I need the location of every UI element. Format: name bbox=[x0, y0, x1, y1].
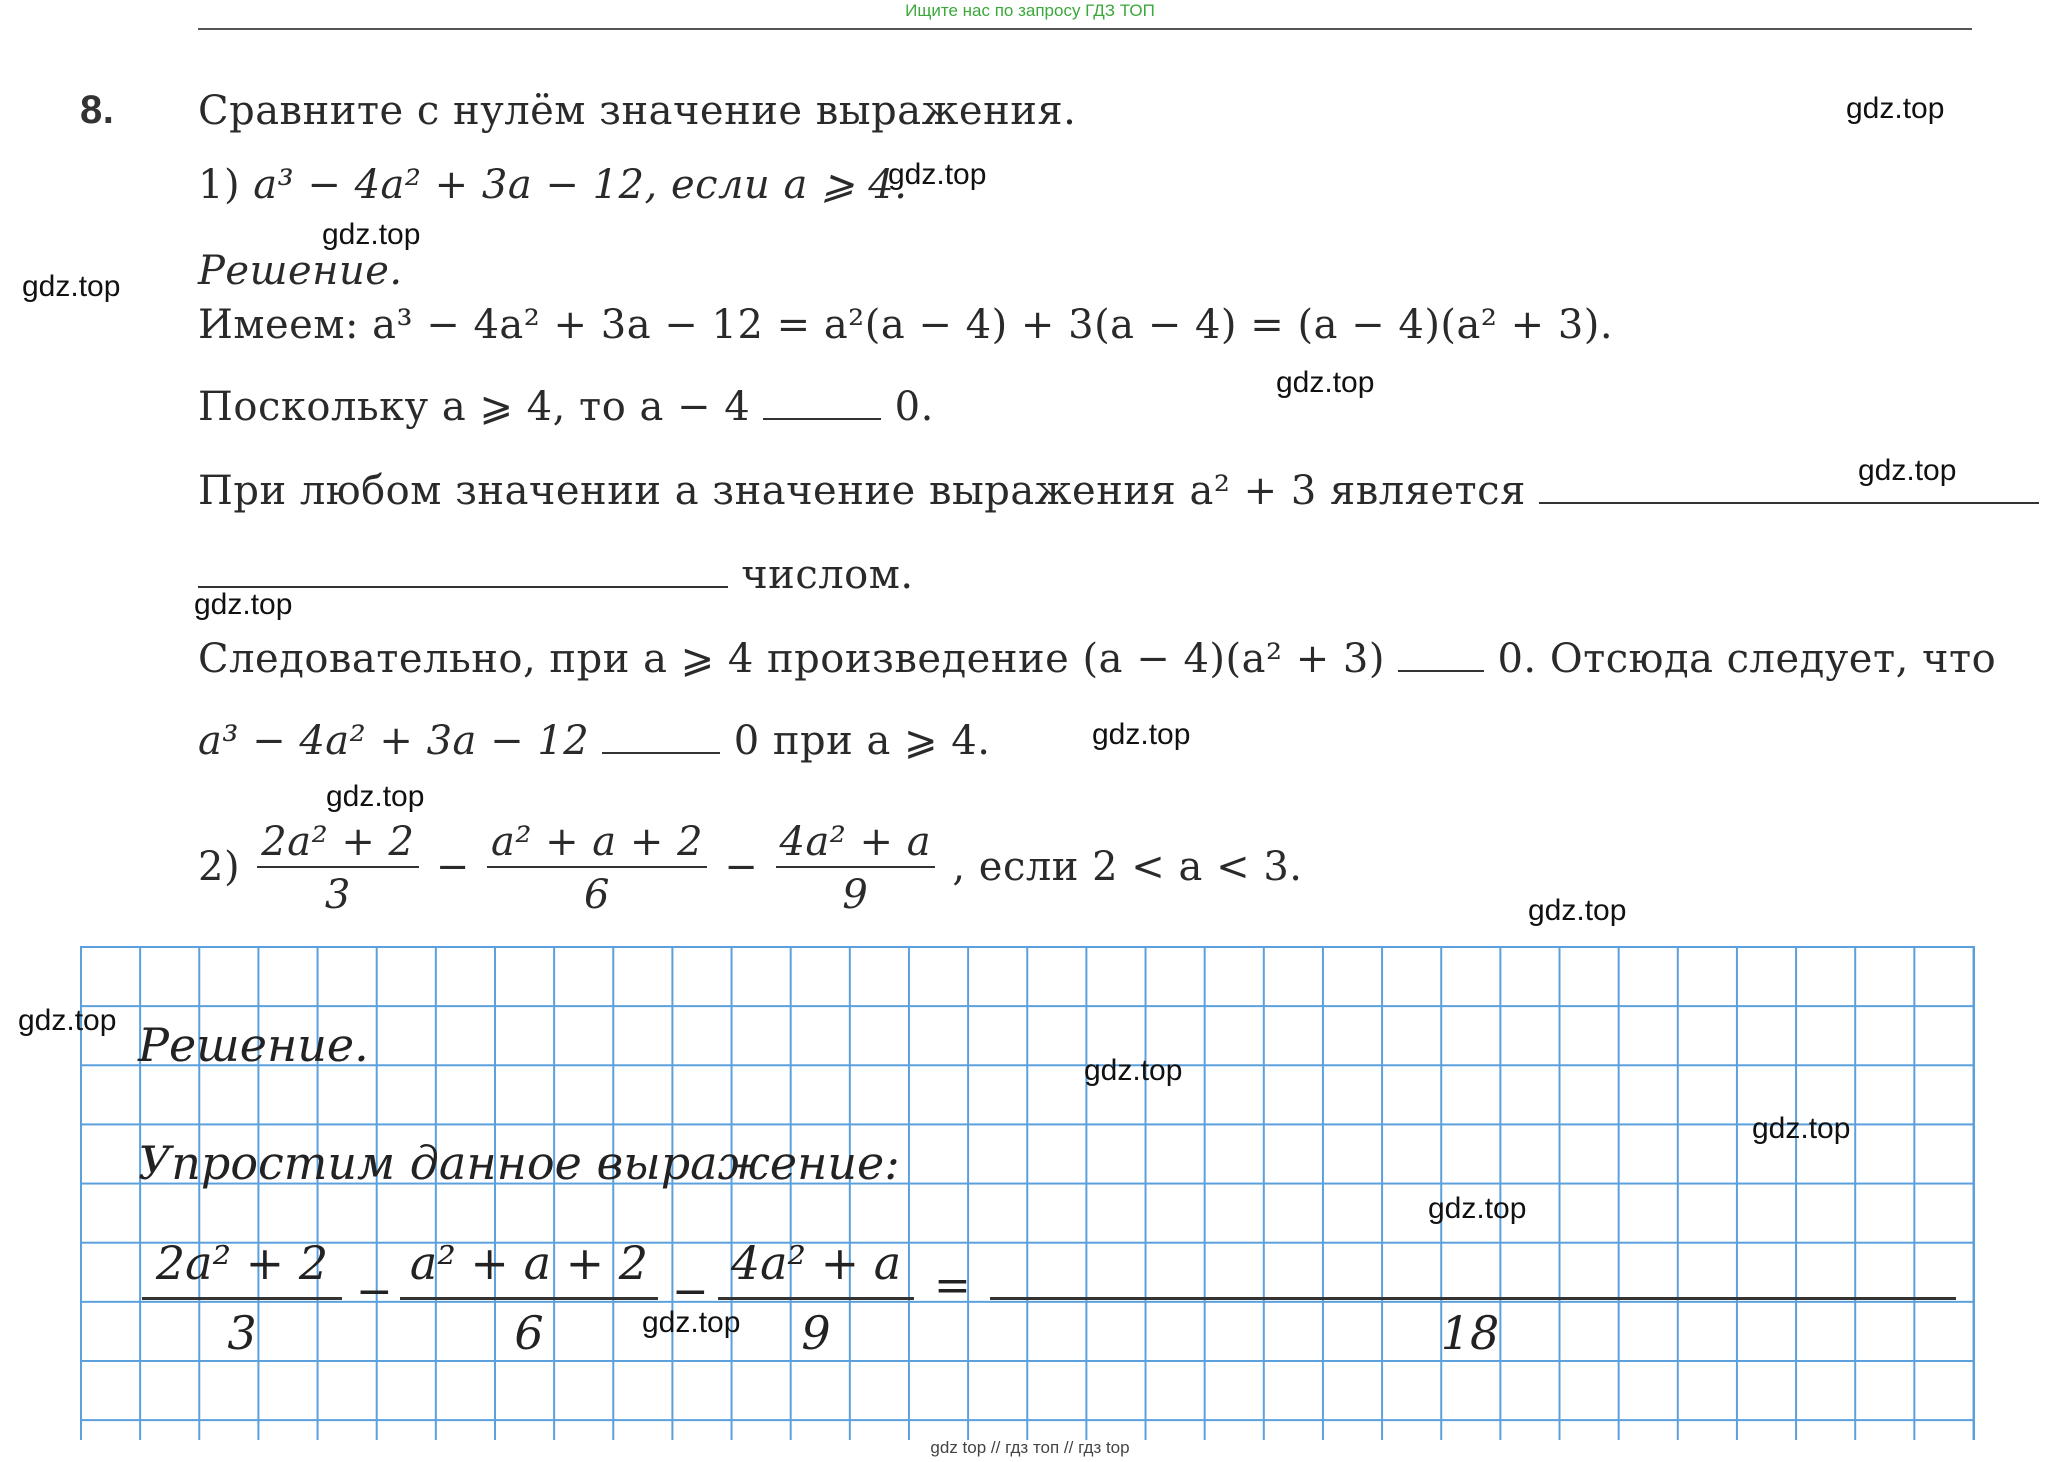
conclusion-zero: 0. Отсюда следует, что bbox=[1497, 636, 1997, 682]
top-divider bbox=[198, 28, 1972, 30]
hw-frac3-bar bbox=[718, 1297, 914, 1300]
part2-label: 2) bbox=[198, 844, 241, 890]
hw-minus-2: − bbox=[672, 1266, 709, 1317]
hw-frac1-den: 3 bbox=[227, 1306, 257, 1360]
minus-sign: − bbox=[724, 844, 759, 890]
watermark: gdz.top bbox=[888, 158, 987, 191]
since-text: Поскольку a ⩾ 4, то a − 4 bbox=[198, 384, 751, 430]
conclusion-text: Следовательно, при a ⩾ 4 произведение (a − 4)(a² + 3) bbox=[198, 636, 1385, 682]
part1-solution-label: Решение. bbox=[198, 248, 403, 294]
watermark: gdz.top bbox=[194, 588, 293, 621]
watermark: gdz.top bbox=[1084, 1054, 1183, 1087]
watermark: gdz.top bbox=[1092, 718, 1191, 751]
task-number: 8. bbox=[80, 88, 115, 132]
watermark: gdz.top bbox=[1846, 92, 1945, 125]
hw-frac1-num: 2a² + 2 bbox=[155, 1236, 329, 1290]
hw-frac3-den: 9 bbox=[801, 1306, 831, 1360]
hw-frac3-num: 4a² + a bbox=[730, 1236, 902, 1290]
hw-minus-1: − bbox=[356, 1266, 393, 1317]
footer-links: gdz top // гдз топ // гдз top bbox=[930, 1438, 1130, 1457]
watermark: gdz.top bbox=[1428, 1192, 1527, 1225]
part2-line bbox=[198, 818, 1302, 922]
number-text: числом. bbox=[741, 552, 914, 598]
since-zero: 0. bbox=[894, 384, 934, 430]
watermark: gdz.top bbox=[642, 1306, 741, 1339]
part2-fraction-2: $\frac{\text{a² + a + 2}}{6}$ bbox=[487, 818, 707, 922]
minus-sign: − bbox=[435, 844, 470, 890]
answer-blank-type-2[interactable] bbox=[198, 558, 728, 588]
handwritten-solution-label: Решение. bbox=[138, 1018, 369, 1072]
part2-condition: , если 2 < a < 3. bbox=[952, 844, 1303, 890]
final-expression: a³ − 4a² + 3a − 12 bbox=[198, 718, 590, 764]
any-value-text: При любом значении a значение выражения a² + 3 является bbox=[198, 468, 1526, 514]
part1-line bbox=[198, 162, 907, 208]
answer-blank-sign-2[interactable] bbox=[1398, 642, 1484, 672]
part1-final-line bbox=[198, 718, 990, 764]
answer-blank-sign-1[interactable] bbox=[763, 390, 881, 420]
hw-frac2-den: 6 bbox=[514, 1306, 544, 1360]
part1-number-line bbox=[198, 552, 914, 598]
part2-fraction-1: $\frac{\text{2a² + 2}}{3}$ bbox=[257, 818, 418, 922]
hw-frac2-num: a² + a + 2 bbox=[409, 1236, 649, 1290]
watermark: gdz.top bbox=[1858, 454, 1957, 487]
answer-blank-sign-3[interactable] bbox=[602, 724, 720, 754]
part2-fraction-3: $\frac{\text{4a² + a}}{9}$ bbox=[776, 818, 936, 922]
part1-expression: a³ − 4a² + 3a − 12, если a ⩾ 4. bbox=[253, 162, 908, 208]
search-banner: Ищите нас по запросу ГДЗ ТОП bbox=[905, 1, 1155, 20]
hw-frac1-bar bbox=[142, 1297, 342, 1300]
part1-any-value-line bbox=[198, 468, 2039, 514]
part1-since-line bbox=[198, 384, 934, 430]
watermark: gdz.top bbox=[322, 218, 421, 251]
hw-frac2-bar bbox=[400, 1297, 658, 1300]
task-title: Сравните с нулём значение выражения. bbox=[198, 88, 1077, 134]
hw-result-bar[interactable] bbox=[990, 1297, 1956, 1300]
answer-blank-type-1[interactable] bbox=[1539, 474, 2039, 504]
watermark: gdz.top bbox=[1528, 894, 1627, 927]
watermark: gdz.top bbox=[326, 780, 425, 813]
watermark: gdz.top bbox=[1276, 366, 1375, 399]
hw-result-den: 18 bbox=[1440, 1306, 1500, 1360]
part1-factorization: Имеем: a³ − 4a² + 3a − 12 = a²(a − 4) + 3(a − 4) = (a − 4)(a² + 3). bbox=[198, 302, 1614, 348]
watermark: gdz.top bbox=[18, 1004, 117, 1037]
part1-conclusion-line bbox=[198, 636, 1996, 682]
watermark: gdz.top bbox=[1752, 1112, 1851, 1145]
hw-equals: = bbox=[934, 1260, 971, 1311]
final-condition: 0 при a ⩾ 4. bbox=[733, 718, 991, 764]
watermark: gdz.top bbox=[22, 270, 121, 303]
handwritten-simplify-text: Упростим данное выражение: bbox=[138, 1136, 900, 1190]
part1-label: 1) bbox=[198, 162, 241, 208]
